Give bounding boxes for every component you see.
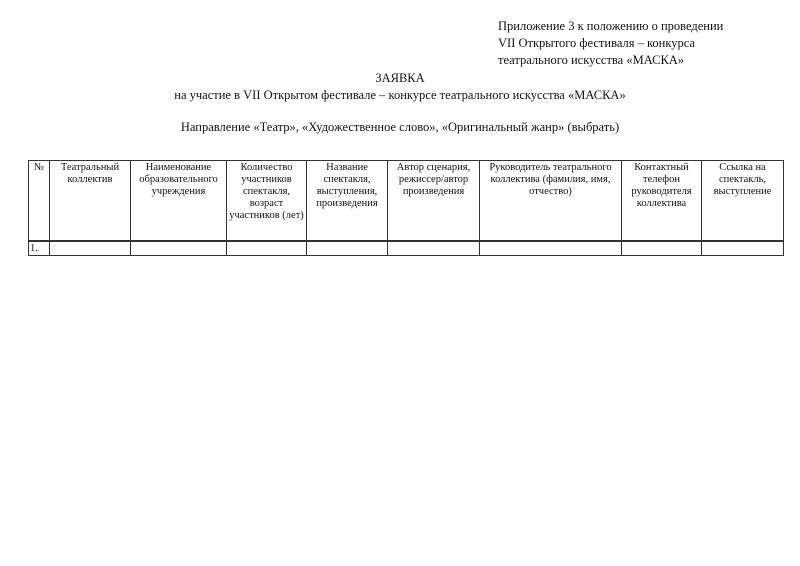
- table-cell[interactable]: [50, 241, 131, 256]
- header-cell: Название спектакля, выступления, произведения: [307, 161, 388, 242]
- table-row: [29, 241, 784, 256]
- appendix-line: VII Открытого фестиваля – конкурса: [498, 36, 695, 50]
- header-cell: Ссылка на спектакль, выступление: [702, 161, 784, 242]
- table-cell[interactable]: [388, 241, 480, 256]
- table-cell[interactable]: [227, 241, 307, 256]
- header-cell: Контактный телефон руководителя коллектива: [622, 161, 702, 242]
- appendix-line: театрального искусства «МАСКА»: [498, 53, 685, 67]
- table-cell: 1.: [29, 241, 50, 256]
- page-subtitle: на участие в VII Открытом фестивале – конкурсе театрального искусства «МАСКА»: [174, 88, 626, 102]
- direction-line: Направление «Театр», «Художественное слово», «Оригинальный жанр» (выбрать): [180, 120, 620, 134]
- header-cell: №: [29, 161, 50, 242]
- page-title: ЗАЯВКА: [375, 71, 425, 85]
- application-table: [28, 160, 784, 256]
- header-cell: Наименование образовательного учреждения: [131, 161, 227, 242]
- table-cell[interactable]: [131, 241, 227, 256]
- header-cell: Количество участников спектакля, возраст участников (лет): [227, 161, 307, 242]
- table-cell[interactable]: [307, 241, 388, 256]
- table-cell[interactable]: [622, 241, 702, 256]
- appendix-note: [498, 18, 723, 69]
- table-header-row: [29, 161, 784, 242]
- header-cell: Руководитель театрального коллектива (фамилия, имя, отчество): [480, 161, 622, 242]
- appendix-line: Приложение 3 к положению о проведении: [498, 19, 724, 33]
- table-cell[interactable]: [702, 241, 784, 256]
- header-cell: Автор сценария, режиссер/автор произведения: [388, 161, 480, 242]
- table-cell[interactable]: [480, 241, 622, 256]
- header-cell: Театральный коллектив: [50, 161, 131, 242]
